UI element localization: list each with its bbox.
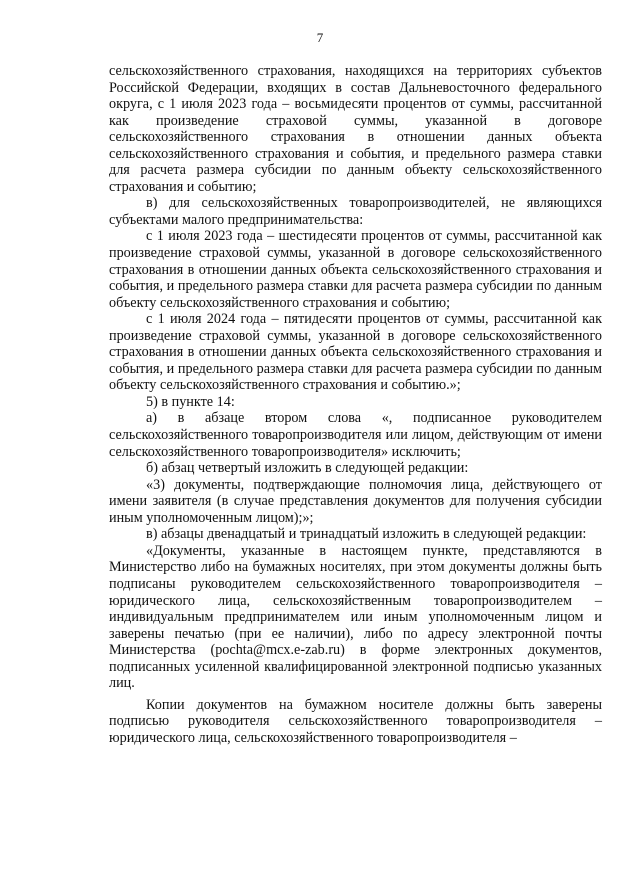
paragraph-subitem-b: б) абзац четвертый изложить в следующей редакции: (146, 460, 469, 477)
paragraph-2023-rate: с 1 июля 2023 года – шестидесяти процентов от суммы, рассчитанной как произведение страховой суммы, указанной в договоре сельскохозяйственного страхования в отношении данных объекта сельскохозяйственного страхования и события, и предельного размера ставки для расчета размера субсидии по данным объекту сельскохозяйственного страхования и событию; (109, 228, 602, 311)
paragraph-subitem-v2: в) абзацы двенадцатый и тринадцатый изложить в следующей редакции: (146, 526, 587, 543)
paragraph-subitem-v: в) для сельскохозяйственных товаропроизводителей, не являющихся субъектами малого предпринимательства: (109, 195, 602, 228)
paragraph-continuation: сельскохозяйственного страхования, находящихся на территориях субъектов Российской Федерации, входящих в состав Дальневосточного федерального округа, с 1 июля 2023 года – восьмидесяти процентов от суммы, рассчитанной как произведение страховой суммы, указанной в договоре сельскохозяйственного страхования в отношении данных объекта сельскохозяйственного страхования и события, и предельного размера ставки для расчета размера субсидии по данным объекту сельскохозяйственного страхования и событию; (109, 63, 602, 195)
paragraph-subitem-a: а) в абзаце втором слова «, подписанное руководителем сельскохозяйственного товаропроизводителя или лицом, действующим от имени сельскохозяйственного товаропроизводителя» исключить; (109, 410, 602, 460)
page-number: 7 (316, 30, 324, 45)
paragraph-copies: Копии документов на бумажном носителе должны быть заверены подписью руководителя сельскохозяйственного товаропроизводителя – юридического лица, сельскохозяйственного товаропроизводителя – (109, 696, 602, 746)
paragraph-item-5: 5) в пункте 14: (146, 393, 235, 410)
paragraph-2024-rate: с 1 июля 2024 года – пятидесяти процентов от суммы, рассчитанной как произведение страховой суммы, указанной в договоре сельскохозяйственного страхования в отношении данных объекта сельскохозяйственного страхования и события, и предельного размера ставки для расчета размера субсидии по данным объекту сельскохозяйственного страхования и событию.»; (109, 311, 602, 394)
paragraph-documents: «Документы, указанные в настоящем пункте, представляются в Министерство либо на бумажных носителях, при этом документы должны быть подписаны руководителем сельскохозяйственного товаропроизводителя – юридического лица, сельскохозяйственным товаропроизводителем – индивидуальным предпринимателем или иным уполномоченным лицом и заверены печатью (при ее наличии), либо по адресу электронной почты Министерства (pochta@mcx.e-zab.ru) в форме электронных документов, подписанных усиленной квалифицированной электронной подписью указанных лиц. (109, 542, 602, 692)
paragraph-quote-3: «3) документы, подтверждающие полномочия лица, действующего от имени заявителя (в случае представления документов для получения субсидии иным уполномоченным лицом);»; (109, 476, 602, 526)
document-body (109, 63, 602, 746)
